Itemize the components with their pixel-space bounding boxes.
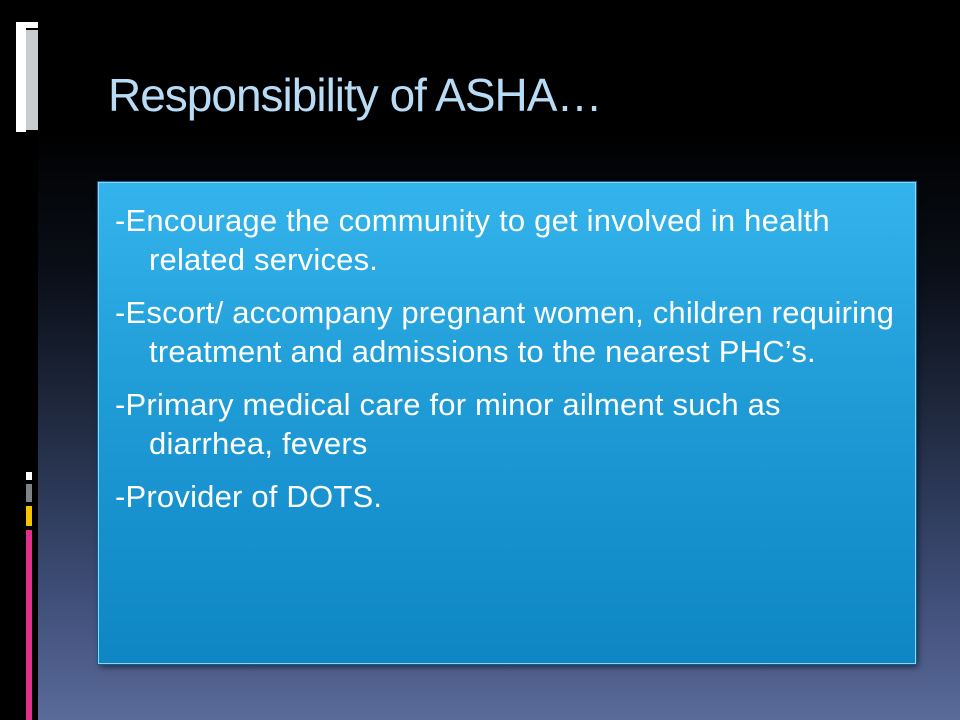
accent-bar-magenta	[26, 530, 32, 720]
bullet-item: -Escort/ accompany pregnant women, children requiring treatment and admissions to the nearest PHC’s.	[115, 295, 895, 369]
slide-title: Responsibility of ASHA…	[108, 69, 602, 121]
bullet-list	[99, 183, 915, 516]
content-box	[98, 182, 916, 664]
bullet-item: -Provider of DOTS.	[115, 479, 383, 514]
corner-bar-icon	[16, 22, 26, 132]
bullet-item: -Encourage the community to get involved in health related services.	[115, 203, 830, 277]
accent-bar-white	[26, 472, 32, 480]
bullet-item: -Primary medical care for minor ailment such as diarrhea, fevers	[115, 387, 781, 461]
corner-bar-icon	[26, 22, 38, 28]
accent-bar-gray	[26, 484, 32, 502]
accent-bar-yellow	[26, 506, 32, 526]
corner-bar-icon	[26, 30, 38, 130]
